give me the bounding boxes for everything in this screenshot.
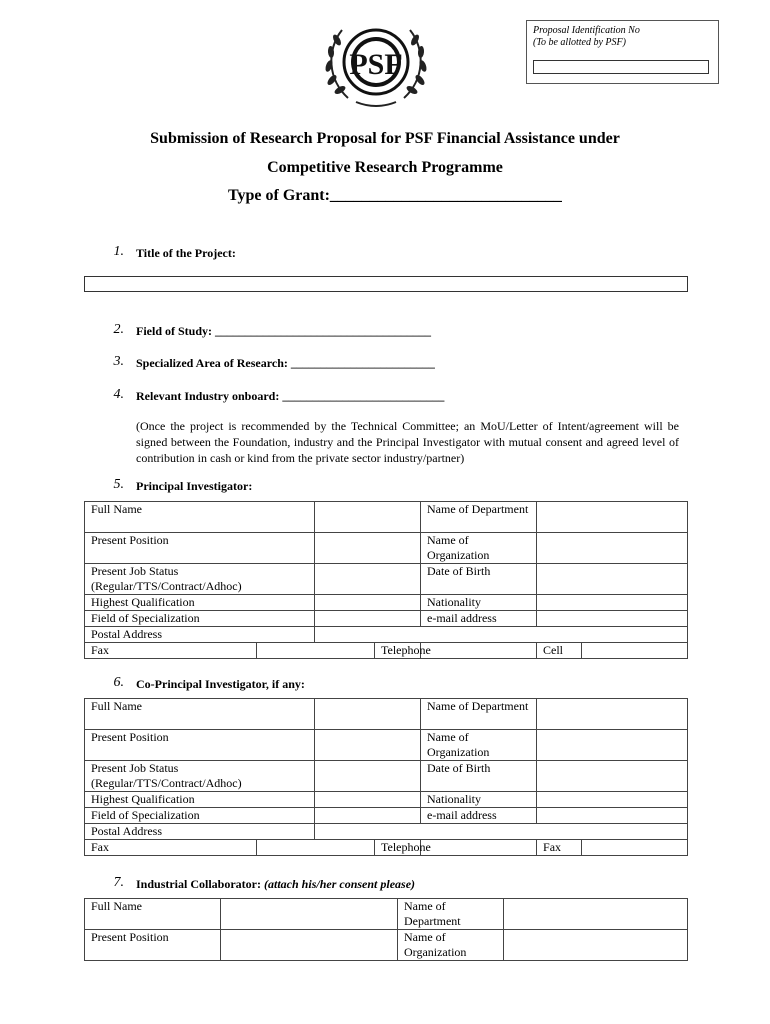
ic-department-label: Name of Department — [398, 899, 504, 930]
page-title-line2: Competitive Research Programme — [267, 159, 503, 176]
copi-fax2-input[interactable] — [582, 840, 688, 856]
mou-note: (Once the project is recommended by the Technical Committee; an MoU/Letter of Intent/agreement will be signed between the Foundation, industry and the Principal Investigator with mutual consent and agreed level of contribution in cash or kind from the private sector industry/partner) — [136, 419, 679, 465]
copi-department-label: Name of Department — [421, 699, 537, 730]
pi-fax-label: Fax — [85, 643, 257, 659]
item7-number: 7. — [113, 875, 124, 890]
item1-number: 1. — [113, 244, 124, 259]
industrial-collaborator-label — [136, 877, 415, 892]
pi-cell-input[interactable] — [582, 643, 688, 659]
pi-telephone-input[interactable] — [421, 643, 537, 659]
pi-qualification-label: Highest Qualification — [85, 595, 315, 611]
pi-telephone-label: Telephone — [375, 643, 421, 659]
proposal-id-note: (To be allotted by PSF) — [533, 37, 626, 48]
co-pi-table — [84, 698, 688, 856]
principal-investigator-label: Principal Investigator: — [136, 479, 253, 493]
copi-email-input[interactable] — [537, 808, 688, 824]
ic-position-label: Present Position — [85, 930, 221, 961]
type-of-grant-field[interactable]: Type of Grant:_____________________________ — [228, 187, 562, 204]
copi-department-input[interactable] — [537, 699, 688, 730]
psf-emblem-logo — [318, 20, 434, 110]
copi-position-input[interactable] — [315, 730, 421, 761]
copi-position-label: Present Position — [85, 730, 315, 761]
pi-department-label: Name of Department — [421, 502, 537, 533]
consent-note: (attach his/her consent please) — [264, 877, 416, 891]
ic-full-name-label: Full Name — [85, 899, 221, 930]
copi-qualification-input[interactable] — [315, 792, 421, 808]
pi-nationality-label: Nationality — [421, 595, 537, 611]
pi-fax-input[interactable] — [257, 643, 375, 659]
copi-organization-input[interactable] — [537, 730, 688, 761]
pi-department-input[interactable] — [537, 502, 688, 533]
copi-fax-input[interactable] — [257, 840, 375, 856]
item4-number: 4. — [113, 387, 124, 402]
project-title-input[interactable] — [84, 276, 688, 292]
copi-postal-label: Postal Address — [85, 824, 315, 840]
pi-specialization-label: Field of Specialization — [85, 611, 315, 627]
pi-job-status-input[interactable] — [315, 564, 421, 595]
pi-organization-label: Name of Organization — [421, 533, 537, 564]
proposal-id-field[interactable] — [533, 60, 709, 74]
copi-postal-input[interactable] — [315, 824, 688, 840]
project-title-label: Title of the Project: — [136, 246, 236, 260]
pi-position-label: Present Position — [85, 533, 315, 564]
copi-specialization-label: Field of Specialization — [85, 808, 315, 824]
specialized-area-field[interactable]: Specialized Area of Research: ________________________ — [136, 356, 435, 370]
ic-organization-label: Name of Organization — [398, 930, 504, 961]
copi-dob-input[interactable] — [537, 761, 688, 792]
copi-job-status-input[interactable] — [315, 761, 421, 792]
copi-fax-label: Fax — [85, 840, 257, 856]
pi-email-input[interactable] — [537, 611, 688, 627]
pi-dob-input[interactable] — [537, 564, 688, 595]
copi-organization-label: Name of Organization — [421, 730, 537, 761]
copi-full-name-input[interactable] — [315, 699, 421, 730]
logo-text: PSF — [349, 48, 403, 81]
field-of-study-field[interactable]: Field of Study: ____________________________________ — [136, 324, 432, 338]
item5-number: 5. — [113, 477, 124, 492]
principal-investigator-table — [84, 501, 688, 659]
copi-telephone-input[interactable] — [421, 840, 537, 856]
pi-nationality-input[interactable] — [537, 595, 688, 611]
page-title-line1: Submission of Research Proposal for PSF Financial Assistance under — [150, 130, 620, 147]
copi-dob-label: Date of Birth — [421, 761, 537, 792]
pi-job-status-label: Present Job Status (Regular/TTS/Contract/Adhoc) — [85, 564, 315, 595]
ic-full-name-input[interactable] — [221, 899, 398, 930]
proposal-id-box — [526, 20, 719, 84]
pi-specialization-input[interactable] — [315, 611, 421, 627]
pi-full-name-input[interactable] — [315, 502, 421, 533]
item6-number: 6. — [113, 675, 124, 690]
copi-qualification-label: Highest Qualification — [85, 792, 315, 808]
copi-job-status-label: Present Job Status (Regular/TTS/Contract/Adhoc) — [85, 761, 315, 792]
item3-number: 3. — [113, 354, 124, 369]
item2-number: 2. — [113, 322, 124, 337]
ic-position-input[interactable] — [221, 930, 398, 961]
pi-postal-input[interactable] — [315, 627, 688, 643]
copi-telephone-label: Telephone — [375, 840, 421, 856]
pi-full-name-label: Full Name — [85, 502, 315, 533]
copi-nationality-label: Nationality — [421, 792, 537, 808]
pi-dob-label: Date of Birth — [421, 564, 537, 595]
pi-organization-input[interactable] — [537, 533, 688, 564]
co-pi-label: Co-Principal Investigator, if any: — [136, 677, 305, 691]
pi-position-input[interactable] — [315, 533, 421, 564]
pi-qualification-input[interactable] — [315, 595, 421, 611]
pi-cell-label: Cell — [537, 643, 582, 659]
proposal-id-label: Proposal Identification No — [533, 25, 640, 36]
pi-email-label: e-mail address — [421, 611, 537, 627]
ic-department-input[interactable] — [504, 899, 688, 930]
industrial-collaborator-table — [84, 898, 688, 961]
pi-postal-label: Postal Address — [85, 627, 315, 643]
copi-nationality-input[interactable] — [537, 792, 688, 808]
copi-email-label: e-mail address — [421, 808, 537, 824]
copi-specialization-input[interactable] — [315, 808, 421, 824]
copi-fax2-label: Fax — [537, 840, 582, 856]
relevant-industry-field[interactable]: Relevant Industry onboard: ___________________________ — [136, 389, 445, 403]
copi-full-name-label: Full Name — [85, 699, 315, 730]
ic-organization-input[interactable] — [504, 930, 688, 961]
industrial-collaborator-title: Industrial Collaborator: — [136, 877, 265, 891]
